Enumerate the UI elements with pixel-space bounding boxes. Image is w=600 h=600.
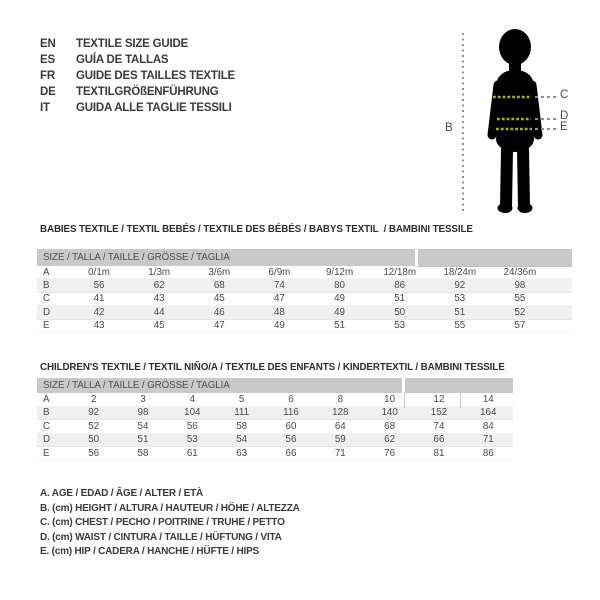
- size-value-cell: 68: [384, 420, 396, 432]
- size-value-cell: 98: [137, 407, 149, 418]
- table-row: [37, 447, 513, 461]
- size-value-cell: 50: [394, 306, 406, 318]
- size-row-label: A: [43, 393, 50, 405]
- table-row: [37, 393, 513, 407]
- language-label: TEXTILGRÖßENFÜHRUNG: [76, 86, 219, 98]
- size-value-cell: 49: [334, 293, 346, 305]
- size-value-cell: 6: [288, 393, 294, 405]
- size-value-cell: 41: [93, 293, 105, 305]
- babies-table-header: SIZE / TALLA / TAILLE / GRÖSSE / TAGLIA: [37, 249, 572, 266]
- size-value-cell: 18/24m: [443, 266, 477, 278]
- size-value-cell: 86: [482, 447, 494, 459]
- size-value-cell: 53: [454, 293, 466, 305]
- language-code: ES: [40, 54, 55, 66]
- table-row: [37, 293, 572, 306]
- size-value-cell: 51: [137, 434, 149, 445]
- size-value-cell: 2: [90, 393, 97, 405]
- size-value-cell: 4: [189, 393, 196, 405]
- language-label: GUIDA ALLE TAGLIE TESSILI: [76, 102, 232, 114]
- size-value-cell: 6/9m: [268, 266, 291, 278]
- figure-label-waist: D: [560, 110, 569, 122]
- size-value-cell: 58: [137, 447, 149, 459]
- size-value-cell: 59: [334, 434, 346, 445]
- size-value-cell: 5: [238, 393, 245, 405]
- size-value-cell: 128: [332, 407, 349, 418]
- size-value-cell: 56: [88, 447, 100, 459]
- children-table-header: SIZE / TALLA / TAILLE / GRÖSSE / TAGLIA: [37, 378, 513, 393]
- size-value-cell: 3/6m: [208, 266, 231, 278]
- size-value-cell: 43: [153, 293, 165, 305]
- table-row: [37, 266, 572, 279]
- size-value-cell: 74: [433, 420, 445, 432]
- size-value-cell: 43: [93, 320, 105, 332]
- language-row: [40, 52, 235, 68]
- size-value-cell: 1/3m: [148, 266, 171, 278]
- children-selection-box-right-artifact: [460, 392, 461, 408]
- language-row: [40, 68, 235, 84]
- size-value-cell: 66: [285, 447, 297, 459]
- size-value-cell: 60: [285, 420, 297, 432]
- language-list: [40, 36, 235, 116]
- table-row: [37, 306, 572, 319]
- size-value-cell: 51: [334, 320, 346, 332]
- legend-item: A. AGE / EDAD / ÂGE / ALTER / ETÀ: [40, 488, 204, 499]
- size-row-label: E: [43, 320, 50, 332]
- size-value-cell: 45: [213, 293, 225, 305]
- size-value-cell: 140: [381, 407, 398, 418]
- language-code: EN: [40, 38, 56, 50]
- children-selection-box-left-artifact: [404, 392, 405, 408]
- language-row: [40, 36, 235, 52]
- table-row: [37, 434, 513, 448]
- size-value-cell: 24/36m: [503, 266, 537, 278]
- size-value-cell: 62: [153, 279, 165, 291]
- size-value-cell: 14: [482, 393, 494, 405]
- size-value-cell: 47: [213, 320, 225, 332]
- size-value-cell: 56: [93, 279, 105, 291]
- size-value-cell: 111: [234, 407, 250, 418]
- children-header-slit-artifact: [402, 378, 405, 393]
- size-value-cell: 116: [283, 407, 299, 418]
- language-label: TEXTILE SIZE GUIDE: [76, 38, 189, 50]
- size-value-cell: 53: [186, 434, 198, 445]
- language-code: FR: [40, 70, 55, 82]
- size-value-cell: 12/18m: [383, 266, 417, 278]
- language-row: [40, 100, 235, 116]
- table-row: [37, 407, 513, 421]
- size-value-cell: 49: [334, 306, 346, 318]
- size-row-label: A: [43, 266, 50, 278]
- size-value-cell: 71: [334, 447, 346, 459]
- size-value-cell: 152: [430, 407, 448, 418]
- size-value-cell: 80: [334, 279, 346, 291]
- size-value-cell: 51: [454, 306, 466, 318]
- size-value-cell: 66: [433, 434, 445, 445]
- legend-item: E. (cm) HIP / CADERA / HANCHE / HÜFTE / HIPS: [40, 546, 260, 558]
- figure-label-hip: E: [560, 121, 568, 133]
- size-value-cell: 44: [153, 306, 165, 318]
- language-row: [40, 84, 235, 100]
- size-value-cell: 74: [273, 279, 285, 291]
- table-row: [37, 320, 572, 333]
- size-value-cell: 54: [137, 420, 149, 432]
- size-value-cell: 49: [273, 320, 285, 332]
- size-value-cell: 54: [236, 434, 248, 445]
- size-value-cell: 52: [514, 306, 526, 318]
- size-value-cell: 71: [482, 434, 494, 445]
- size-value-cell: 51: [394, 293, 406, 305]
- children-section-title: CHILDREN'S TEXTILE / TEXTIL NIÑO/A / TEXTILE DES ENFANTS / KINDERTEXTIL / BAMBINI TESSILE: [40, 362, 505, 373]
- size-value-cell: 64: [334, 420, 346, 432]
- size-value-cell: 76: [384, 447, 396, 459]
- size-value-cell: 3: [140, 393, 146, 405]
- figure-label-chest: C: [560, 89, 569, 101]
- babies-section-title: BABIES TEXTILE / TEXTIL BEBÉS / TEXTILE DES BÉBÉS / BABYS TEXTIL / BAMBINI TESSILE: [40, 224, 473, 235]
- size-value-cell: 0/1m: [88, 266, 110, 278]
- size-row-label: B: [43, 407, 50, 418]
- measurement-legend: [40, 487, 300, 560]
- size-row-label: D: [43, 306, 51, 318]
- size-value-cell: 104: [184, 407, 201, 418]
- language-label: GUIDE DES TAILLES TEXTILE: [76, 70, 235, 82]
- size-value-cell: 10: [384, 393, 396, 405]
- size-value-cell: 92: [454, 279, 466, 291]
- size-value-cell: 53: [394, 320, 406, 332]
- size-value-cell: 56: [285, 434, 297, 445]
- size-row-label: C: [43, 420, 51, 432]
- babies-header-slit-artifact: [415, 249, 418, 266]
- table-row: [37, 279, 572, 292]
- language-label: GUÍA DE TALLAS: [76, 54, 169, 66]
- children-selection-box-top-artifact: [404, 392, 513, 393]
- child-silhouette: [492, 29, 538, 213]
- size-row-label: E: [43, 447, 50, 459]
- size-row-label: D: [43, 434, 51, 445]
- size-value-cell: 84: [482, 420, 494, 432]
- size-value-cell: 8: [337, 393, 344, 405]
- size-value-cell: 68: [213, 279, 225, 291]
- size-value-cell: 92: [88, 407, 100, 418]
- size-value-cell: 52: [88, 420, 100, 432]
- size-value-cell: 48: [273, 306, 285, 318]
- size-value-cell: 9/12m: [325, 266, 354, 278]
- size-value-cell: 164: [480, 407, 497, 418]
- figure-label-height: B: [445, 122, 453, 134]
- size-value-cell: 58: [236, 420, 248, 432]
- size-value-cell: 56: [186, 420, 198, 432]
- legend-item: C. (cm) CHEST / PECHO / POITRINE / TRUHE / PETTO: [40, 517, 285, 529]
- size-value-cell: 46: [213, 306, 225, 318]
- size-row-label: C: [43, 293, 51, 305]
- size-value-cell: 50: [88, 434, 100, 445]
- table-row: [37, 420, 513, 434]
- size-value-cell: 12: [433, 393, 445, 405]
- size-value-cell: 47: [273, 293, 285, 305]
- legend-item: D. (cm) WAIST / CINTURA / TAILLE / HÜFTUNG / VITA: [40, 531, 282, 543]
- size-value-cell: 55: [454, 320, 466, 332]
- size-value-cell: 45: [153, 320, 165, 332]
- babies-size-table: [37, 249, 572, 333]
- size-value-cell: 42: [93, 306, 105, 318]
- babies-selection-line-artifact: [418, 266, 572, 267]
- size-value-cell: 55: [514, 293, 526, 305]
- size-value-cell: 86: [394, 279, 406, 291]
- size-value-cell: 98: [514, 279, 526, 291]
- size-value-cell: 63: [236, 447, 248, 459]
- legend-item: B. (cm) HEIGHT / ALTURA / HAUTEUR / HÖHE / ALTEZZA: [40, 502, 300, 514]
- language-code: DE: [40, 86, 56, 98]
- size-value-cell: 61: [186, 447, 198, 459]
- size-value-cell: 81: [433, 447, 445, 459]
- size-row-label: B: [43, 279, 50, 291]
- language-code: IT: [40, 102, 50, 114]
- size-value-cell: 57: [514, 320, 526, 332]
- children-size-table: [37, 378, 513, 461]
- size-value-cell: 62: [384, 434, 396, 445]
